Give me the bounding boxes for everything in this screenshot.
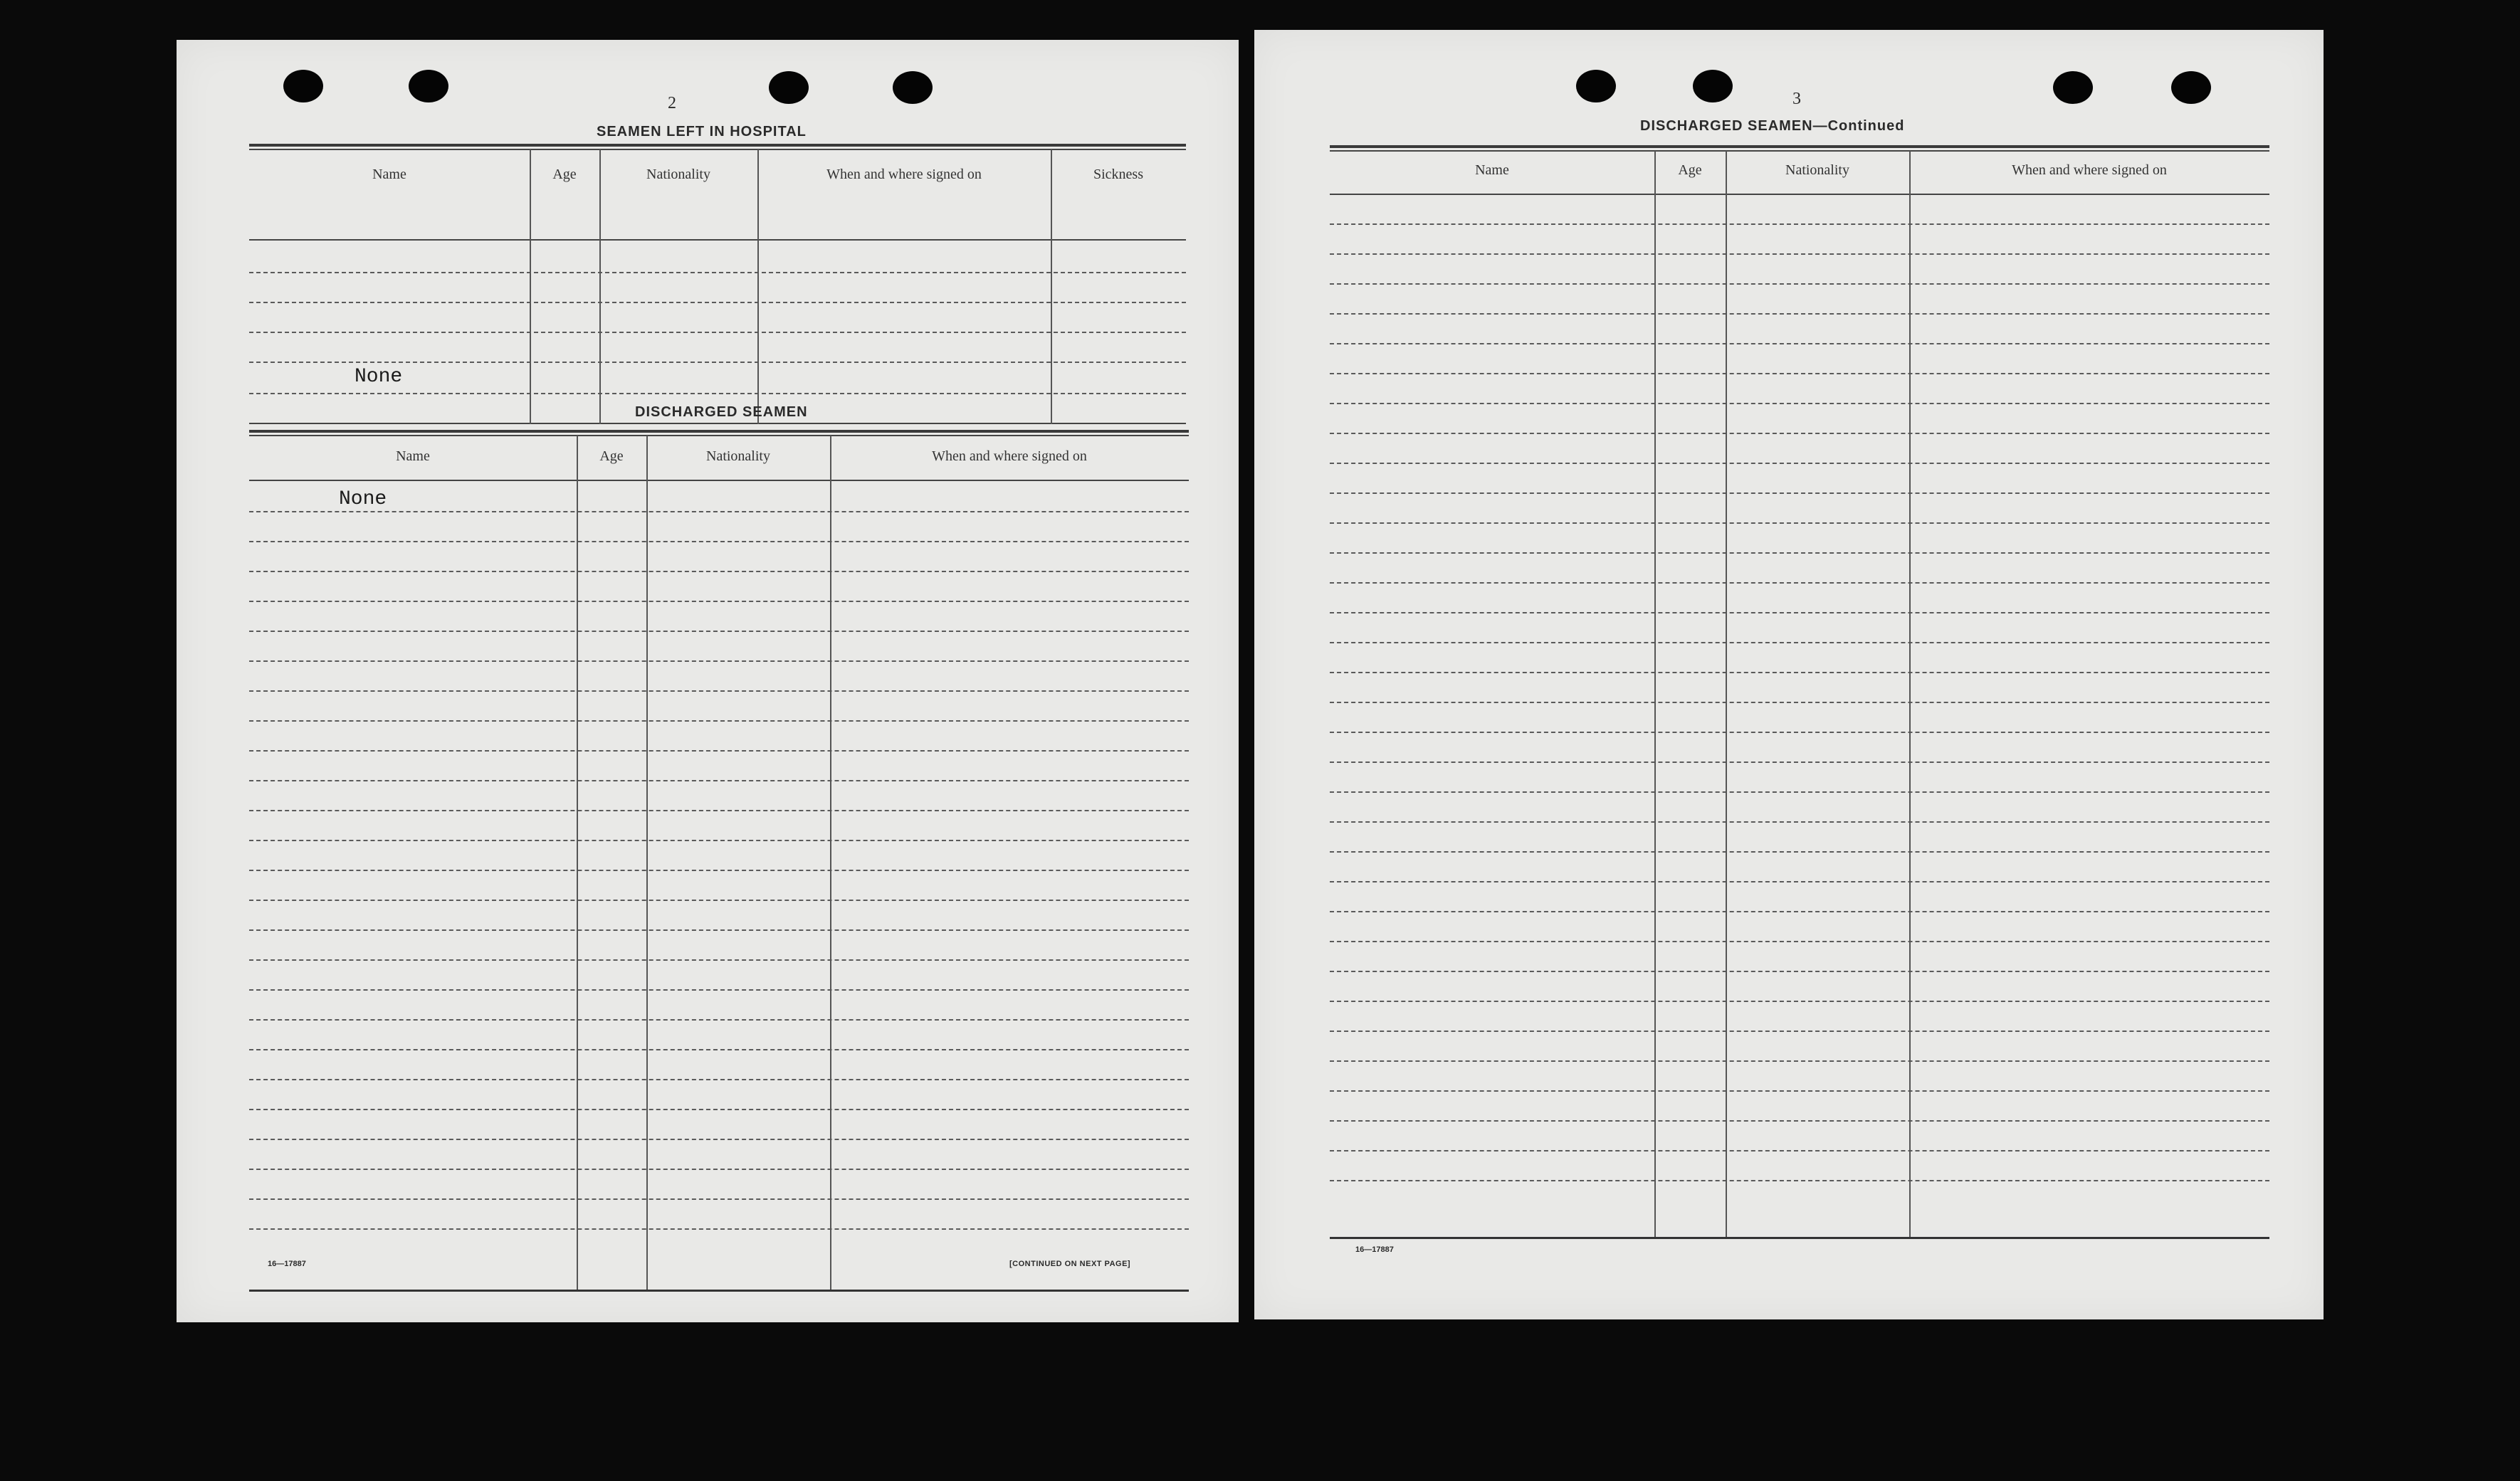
- discharged-table: [249, 430, 1189, 1260]
- hospital-table: [249, 144, 1186, 428]
- punch-hole: [2171, 71, 2211, 104]
- col-name: Name: [396, 448, 430, 464]
- left-page: [177, 40, 1239, 1322]
- hospital-title: SEAMEN LEFT IN HOSPITAL: [597, 124, 807, 139]
- form-number: 16—17887: [268, 1260, 306, 1268]
- punch-hole: [409, 70, 448, 102]
- col-age: Age: [599, 448, 624, 464]
- hospital-entry: None: [355, 366, 403, 388]
- right-page: [1254, 30, 2324, 1319]
- discharged-entry: None: [339, 488, 387, 510]
- punch-hole: [1576, 70, 1616, 102]
- col-name: Name: [372, 167, 406, 182]
- col-signed-on: When and where signed on: [826, 167, 982, 182]
- col-signed-on: When and where signed on: [2012, 162, 2167, 178]
- col-sickness: Sickness: [1093, 167, 1143, 182]
- col-age: Age: [552, 167, 577, 182]
- punch-hole: [769, 71, 809, 104]
- punch-hole: [283, 70, 323, 102]
- col-nationality: Nationality: [646, 167, 710, 182]
- col-nationality: Nationality: [1785, 162, 1849, 178]
- punch-hole: [2053, 71, 2093, 104]
- col-signed-on: When and where signed on: [932, 448, 1087, 464]
- discharged-title: DISCHARGED SEAMEN: [635, 404, 808, 420]
- col-name: Name: [1475, 162, 1509, 178]
- page-number: 2: [668, 94, 676, 112]
- col-nationality: Nationality: [706, 448, 770, 464]
- punch-hole: [1693, 70, 1733, 102]
- punch-hole: [893, 71, 933, 104]
- discharged-continued-table: [1330, 145, 2269, 1263]
- col-age: Age: [1678, 162, 1702, 178]
- form-number: 16—17887: [1355, 1245, 1394, 1254]
- page-number: 3: [1792, 90, 1801, 108]
- discharged-continued-title: DISCHARGED SEAMEN—Continued: [1640, 118, 1905, 134]
- continued-note: [CONTINUED ON NEXT PAGE]: [1009, 1260, 1131, 1268]
